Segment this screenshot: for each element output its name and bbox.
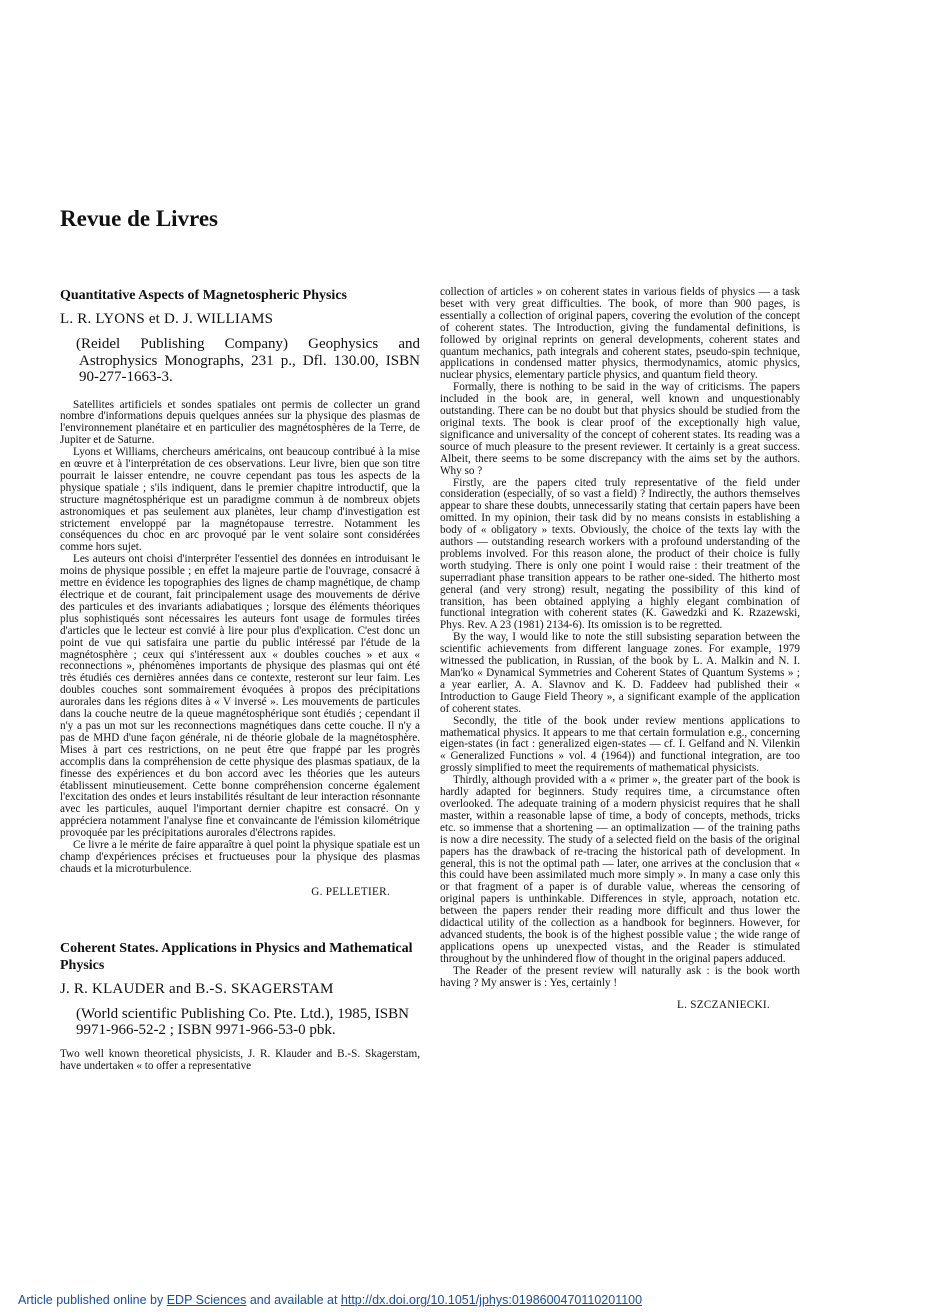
review-paragraph: Ce livre a le mérite de faire apparaître à quel point la physique spatiale est un champ d'expériences précises et fructueuses pour la physique des plasmas chauds et la microturbulence. xyxy=(60,839,420,875)
review-paragraph: Satellites artificiels et sondes spatiales ont permis de collecter un grand nombre d'informations depuis quelques années sur la physique des plasmas de l'environnement planétaire et en particulier des magnétosphères de la Terre, de Jupiter et de Saturne. xyxy=(60,398,420,447)
footer-note xyxy=(18,1293,642,1307)
review-klauder-skagerstam xyxy=(60,940,420,1073)
review-paragraph: Les auteurs ont choisi d'interpréter l'essentiel des données en introduisant le moins de physique possible ; en effet la majeure partie de l'ouvrage, consacré à mettre en évidence les topographies des lignes de champ magnétique, de champ électrique et de courant, fait principalement usage des mouvements de dérive des particules et des invariants adiabatiques ; lorsque des éléments théoriques plus sophistiqués sont nécessaires les auteurs font usage de formules tirées d'articles que le lecteur est convié à lire pour plus d'explication. C'est donc un point de vue qui satisfaira une partie du public intéressé par l'étude de la magnétosphère ; ceux qui s'intéressent aux « doubles couches » et aux « reconnections », phénomènes importants de physique des plasmas qui ont été très étudiés ces dernières années dans ce contexte, resteront sur leur faim. Les doubles couches sont sommairement évoquées à propos des précipitations aurorales dans les régions dites à « V inversé ». Les mouvements de particules dans la couche neutre de la queue magnétosphérique sont étudiés ; cependant il n'y a pas un mot sur les reconnections magnétiques dans cette couche. Il n'y a pas de MHD d'une façon générale, ni de théorie globale de la magnétosphère. Mises à part ces restrictions, on ne peut être que frappé par les progrès accomplis dans la compréhension de cette physique des plasmas spatiaux, de la finesse des expériences et du bon accord avec les théories que les auteurs établissent minutieusement. Cette bonne compréhension concerne également l'excitation des ondes et leurs instabilités résultant de leur interaction résonnante avec les particules, auquel l'important dernier chapitre est consacré. On y appréciera notamment l'analyse fine et convaincante de l'émission kilométrique provoquée par les précipitations aurorales d'électrons rapides. xyxy=(60,553,420,840)
review-intro: Two well known theoretical physicists, J. R. Klauder and B.-S. Skagerstam, have undertaken « to offer a representative xyxy=(60,1047,420,1072)
article-authors: L. R. LYONS et D. J. WILLIAMS xyxy=(60,311,274,327)
doi-link[interactable]: http://dx.doi.org/10.1051/jphys:0198600470110201100 xyxy=(340,1293,643,1307)
reviewer-signature: G. PELLETIER. xyxy=(311,885,390,898)
review-paragraph: Formally, there is nothing to be said in the way of criticisms. The papers included in the book are, in general, well known and unquestionably outstanding. There can be no doubt but that physics should be studied from the original texts. The book is clear proof of the exceptionally high value, significance and universality of the concept of coherent states. Its reading was a source of much pleasure to the present reviewer. It certainly is a great success. Albeit, there seems to be some discrepancy with the aims set by the authors. Why so ? xyxy=(440,381,800,477)
review-paragraph: Secondly, the title of the book under review mentions applications to mathematical physics. It appears to me that certain formulation e.g., concerning eigen-states (in fact : generalized eigen-states — cf. I. Gelfand and N. Vilenkin « Generalized Functions » vol. 4 (1964)) and functional integration, are too grossly simplified to meet the requirements of mathematical physicists. xyxy=(440,714,800,775)
article-title: Coherent States. Applications in Physics and Mathematical Physics xyxy=(60,940,413,973)
review-paragraph: Thirdly, although provided with a « primer », the greater part of the book is hardly adapted for beginners. Study requires time, a circumstance often overlooked. The adequate training of a modern physicist requires that he shall master, within a reasonable lapse of time, a body of concepts, methods, tricks etc. so immense that a shortening — an optimalization — of the training paths is now a dire necessity. The study of a selected field on the basis of the original papers has the drawback of re-tracing the historical path of development. In general, this is not the optimal path — later, one arrives at the conclusion that « this could have been assimilated much more simply ». In many a case only this or that fragment of a paper is of durable value, whereas the censoring of original papers is unthinkable. Differences in style, approach, notation etc. between the papers render their reading more difficult and thus lower the didactical utility of the collection as a handbook for beginners. However, for advanced students, the book is of the highest possible value ; the wide range of applications opens up unexpected vistas, and the Reader is stimulated throughout by the unhindered flow of thought in the original papers adduced. xyxy=(440,774,800,965)
article-title: Quantitative Aspects of Magnetospheric Physics xyxy=(60,288,347,303)
publication-info: (Reidel Publishing Company) Geophysics and Astrophysics Monographs, 231 p., Dfl. 130.00, ISBN 90-277-1663-3. xyxy=(76,336,420,385)
left-column xyxy=(60,287,420,1073)
article-authors: J. R. KLAUDER and B.-S. SKAGERSTAM xyxy=(60,980,334,997)
footer-middle: and available at xyxy=(246,1293,341,1307)
review-paragraph: By the way, I would like to note the still subsisting separation between the scientific achievements from different language zones. For example, 1979 witnessed the publication, in Russian, of the book by L. A. Malkin and N. I. Man'ko « Dynamical Symmetries and Coherent States of Quantum Systems » ; a year earlier, A. A. Slavnov and K. D. Faddeev had published their « Introduction to Gauge Field Theory », a significant example of the application of coherent states. xyxy=(440,631,800,715)
review-body-continued xyxy=(440,287,800,989)
publisher-link[interactable]: EDP Sciences xyxy=(166,1293,247,1307)
right-column xyxy=(440,287,800,1011)
reviewer-signature: L. SZCZANIECKI. xyxy=(676,999,770,1012)
review-body xyxy=(60,400,420,876)
review-paragraph: Firstly, are the papers cited truly representative of the field under consideration (especially, of so vast a field) ? Indirectly, the authors themselves appear to share these doubts, unnecessarily stating that certain papers have been omitted. In my opinion, their task did by no means consists in establishing a body of « obligatory » texts. Obviously, the choice of the texts lay with the authors — outstanding research workers with a profound understanding of the problems involved. For this reason alone, the product of their choice is fully worth studying. There is only one point I would raise : their treatment of the superradiant phase transition appears to be rather one-sided. The hitherto most general (and very strong) result, negating the possibility of this kind of transition, has been obtained applying a highly elegant combination of functional integration with coherent states (K. Gawedzki and K. Rzazewski, Phys. Rev. A 23 (1981) 2134-6). Its omission is to be regretted. xyxy=(440,476,800,632)
review-lyons-williams xyxy=(60,287,420,898)
review-paragraph: collection of articles » on coherent states in various fields of physics — a task beset with very great difficulties. The book, of more than 900 pages, is essentially a collection of original papers, covering the evolution of the concept of coherent states. The Introduction, giving the fundamental definitions, is followed by original reprints on general developments, coherent states and quantum mechanics, path integrals and coherent states, pseudo-spin technique, applications in condensed matter physics, thermodynamics, atomic physics, nuclear physics, elementary particle physics, and quantum field theory. xyxy=(440,286,800,382)
publication-info: (World scientific Publishing Co. Pte. Ltd.), 1985, ISBN 9971-966-52-2 ; ISBN 9971-966-53-0 pbk. xyxy=(76,1005,409,1039)
footer-prefix: Article published online by xyxy=(18,1293,167,1307)
page-title: Revue de Livres xyxy=(60,206,219,231)
review-paragraph: Lyons et Williams, chercheurs américains, ont beaucoup contribué à la mise en œuvre et à l'interprétation de ces observations. Leur livre, bien que son titre pourrait le laisser entendre, ne couvre cependant pas tous les aspects de la physique spatiale ; s'ils indiquent, dans le premier chapitre introductif, que la structure magnétosphérique est un paradigme commun à de nombreux objets astronomiques et pas seulement aux planètes, leur champ d'investigation est strictement enveloppé par la magnétopause terrestre. Notamment les conséquences du choc en arc provoqué par le vent solaire sont considérées comme hors sujet. xyxy=(60,446,420,554)
review-paragraph: The Reader of the present review will naturally ask : is the book worth having ? My answer is : Yes, certainly ! xyxy=(440,964,800,989)
